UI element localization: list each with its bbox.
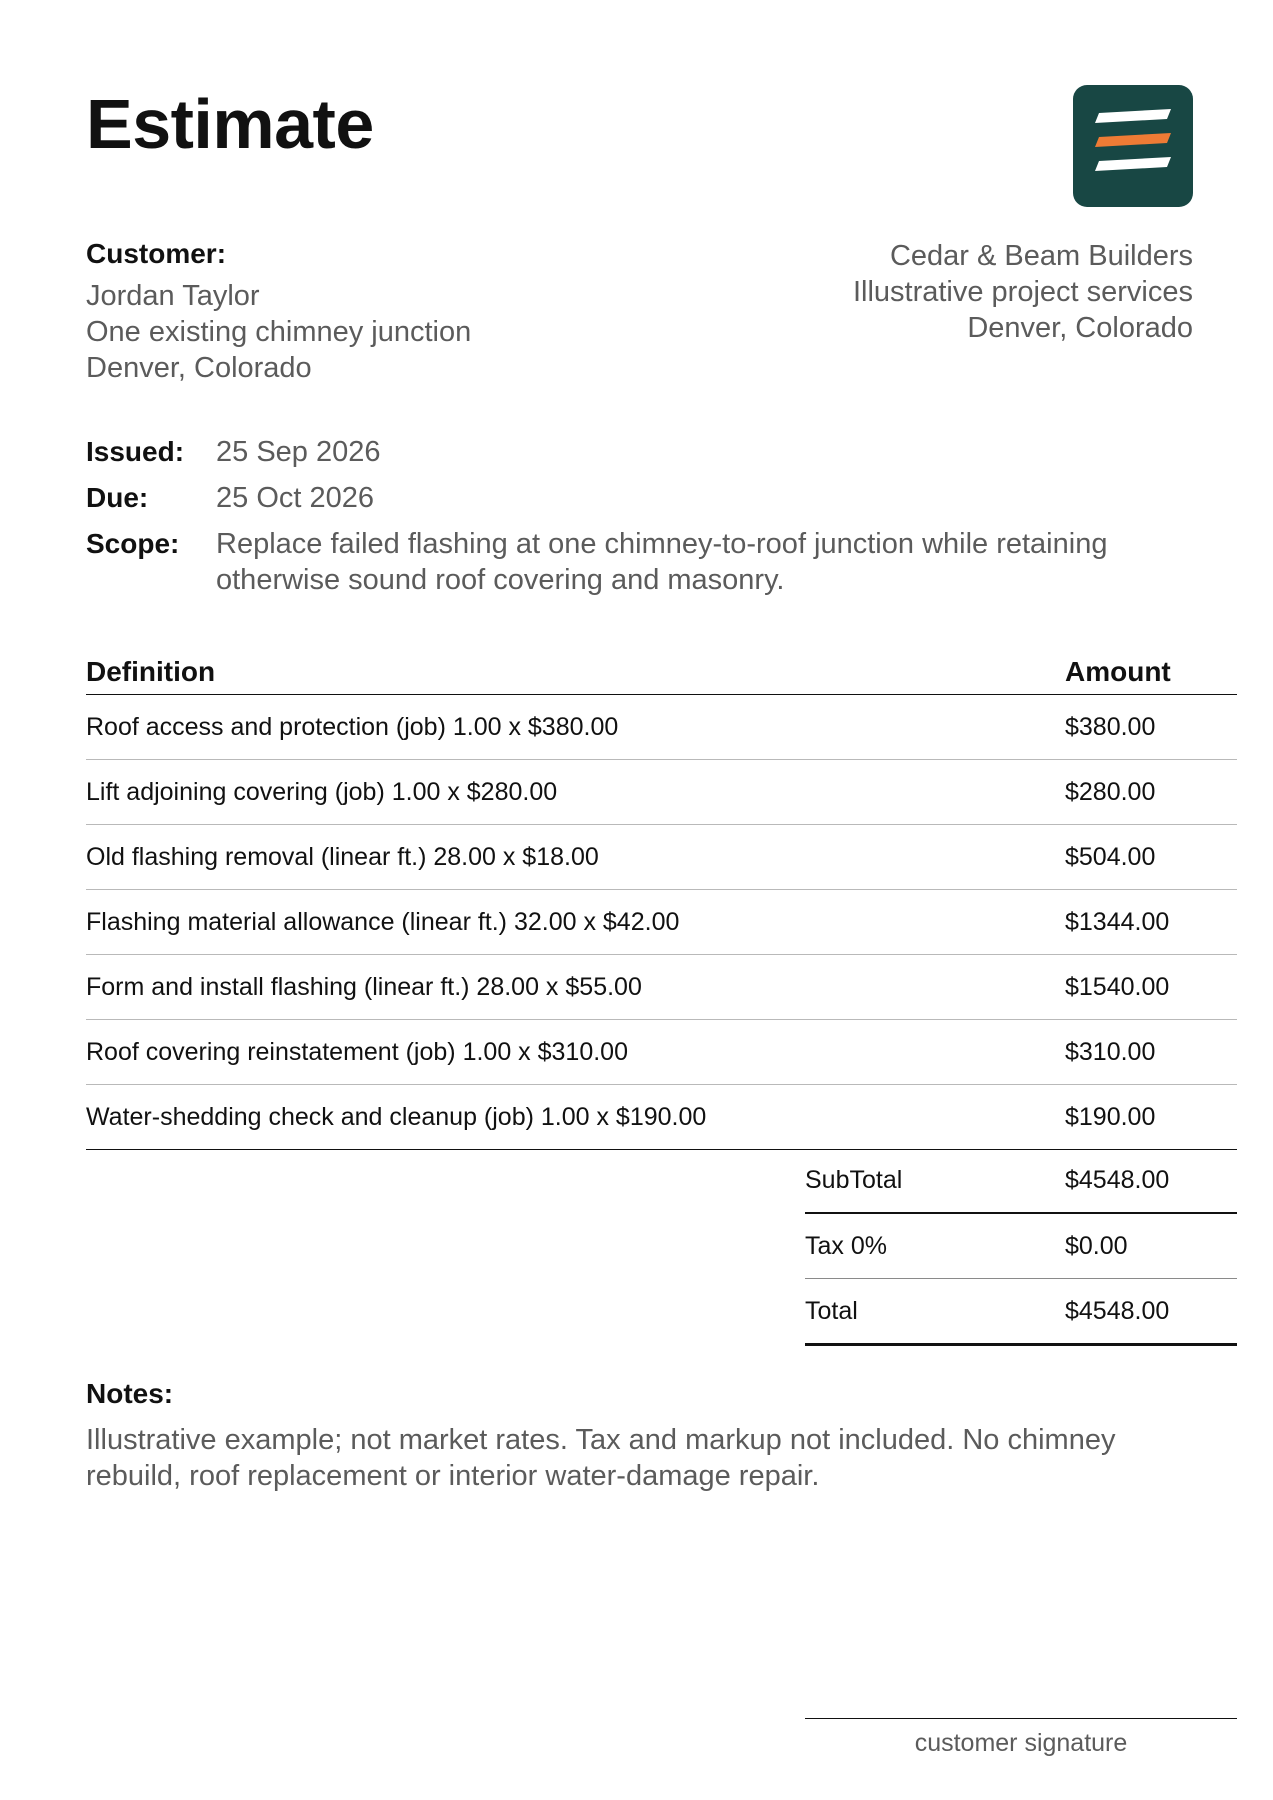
item-definition: Roof access and protection (job) 1.00 x $380.00	[86, 695, 1065, 760]
tax-row	[805, 1213, 1237, 1279]
table-header-row	[86, 650, 1237, 695]
totals-table	[805, 1148, 1237, 1346]
notes-section	[86, 1378, 1206, 1494]
scope-row	[86, 526, 1196, 598]
issued-date: 25 Sep 2026	[216, 436, 381, 468]
table-row	[86, 760, 1237, 825]
company-tagline: Illustrative project services	[852, 276, 1193, 308]
item-amount: $280.00	[1065, 760, 1237, 825]
due-label: Due:	[86, 482, 149, 513]
table-row	[86, 825, 1237, 890]
item-amount: $1540.00	[1065, 955, 1237, 1020]
line-items-table	[86, 650, 1237, 1150]
tax-value: $0.00	[1065, 1213, 1237, 1279]
subtotal-label: SubTotal	[805, 1148, 1065, 1213]
company-name: Cedar & Beam Builders	[889, 240, 1193, 272]
signature-label: customer signature	[914, 1729, 1128, 1757]
due-date: 25 Oct 2026	[216, 482, 374, 514]
tax-label: Tax 0%	[805, 1213, 1065, 1279]
scope-text: Replace failed flashing at one chimney-to-roof junction while retaining otherwise sound roof covering and masonry.	[216, 528, 1108, 596]
total-value: $4548.00	[1065, 1279, 1237, 1345]
company-city: Denver, Colorado	[967, 312, 1193, 344]
item-definition: Roof covering reinstatement (job) 1.00 x $310.00	[86, 1020, 1065, 1085]
scope-label: Scope:	[86, 528, 180, 559]
estimate-meta	[86, 434, 1196, 608]
subtotal-value: $4548.00	[1065, 1148, 1237, 1213]
due-row	[86, 480, 1196, 516]
amount-header: Amount	[1065, 650, 1237, 695]
customer-city: Denver, Colorado	[86, 352, 312, 384]
stacked-planks-icon	[1073, 85, 1193, 207]
table-row	[86, 890, 1237, 955]
item-definition: Old flashing removal (linear ft.) 28.00 x $18.00	[86, 825, 1065, 890]
table-row	[86, 695, 1237, 760]
item-amount: $504.00	[1065, 825, 1237, 890]
item-amount: $1344.00	[1065, 890, 1237, 955]
signature-line	[805, 1718, 1237, 1758]
customer-address-line: One existing chimney junction	[86, 316, 472, 348]
notes-label: Notes:	[86, 1378, 174, 1409]
item-definition: Form and install flashing (linear ft.) 28.00 x $55.00	[86, 955, 1065, 1020]
definition-header: Definition	[86, 650, 1065, 695]
item-amount: $310.00	[1065, 1020, 1237, 1085]
customer-block	[86, 238, 646, 386]
notes-text: Illustrative example; not market rates. Tax and markup not included. No chimney rebuild, roof replacement or interior water-damage repair.	[86, 1424, 1116, 1492]
total-label: Total	[805, 1279, 1065, 1345]
total-row	[805, 1279, 1237, 1345]
subtotal-row	[805, 1148, 1237, 1213]
customer-name: Jordan Taylor	[86, 280, 260, 312]
table-row	[86, 1020, 1237, 1085]
item-amount: $190.00	[1065, 1085, 1237, 1150]
page-title: Estimate	[86, 85, 374, 163]
item-definition: Lift adjoining covering (job) 1.00 x $280.00	[86, 760, 1065, 825]
company-block	[593, 238, 1193, 346]
company-logo-icon	[1073, 85, 1193, 207]
issued-row	[86, 434, 1196, 470]
issued-label: Issued:	[86, 436, 185, 467]
table-row	[86, 955, 1237, 1020]
customer-label: Customer:	[86, 238, 227, 269]
item-amount: $380.00	[1065, 695, 1237, 760]
table-row	[86, 1085, 1237, 1150]
item-definition: Water-shedding check and cleanup (job) 1.00 x $190.00	[86, 1085, 1065, 1150]
item-definition: Flashing material allowance (linear ft.) 32.00 x $42.00	[86, 890, 1065, 955]
